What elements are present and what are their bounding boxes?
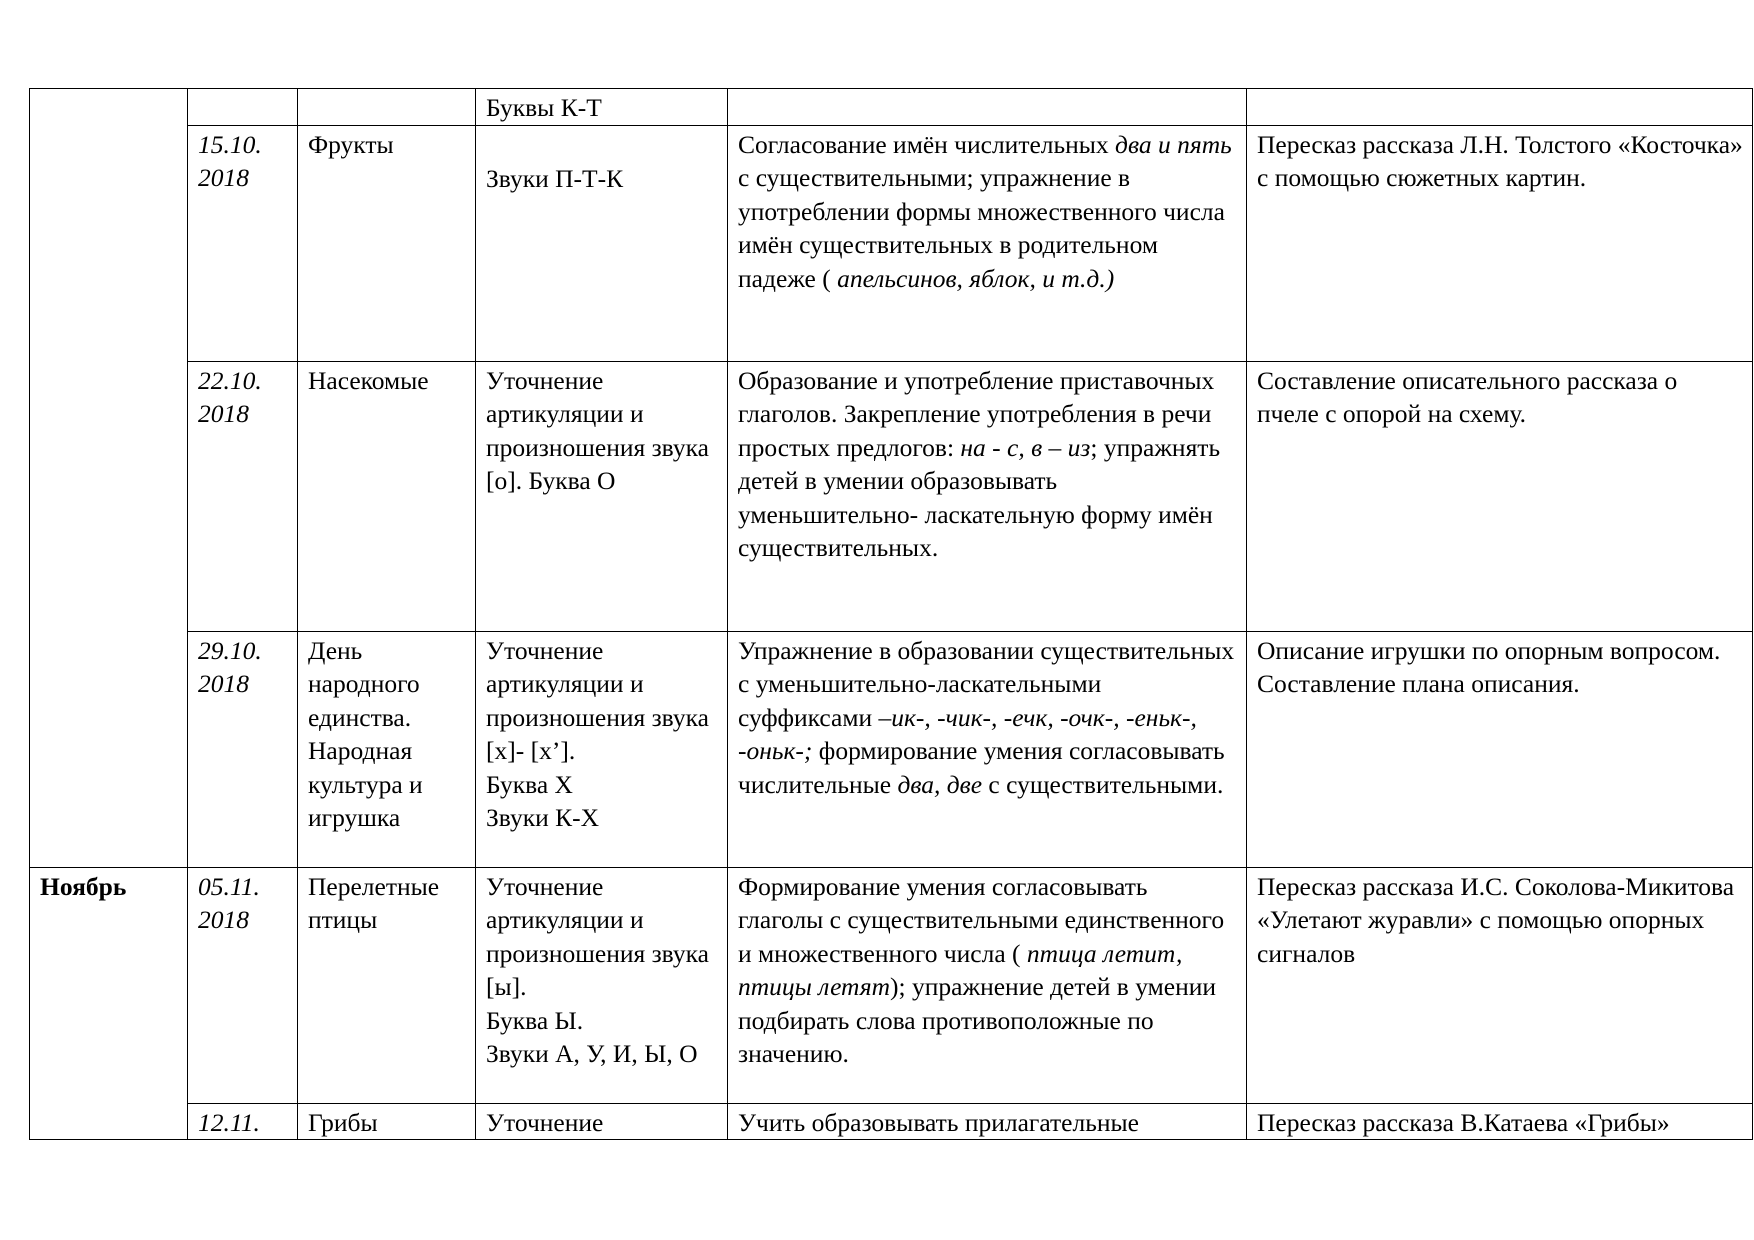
- speech-cell: [1247, 361, 1753, 631]
- topic-cell: [298, 1103, 476, 1139]
- sounds-cell: [476, 631, 728, 867]
- sounds-text: Уточнение: [486, 1107, 604, 1137]
- month-label: Ноябрь: [40, 871, 127, 901]
- sounds-text: Уточнение артикуляции и произношения звука [о]. Буква О: [486, 365, 709, 495]
- speech-text: Пересказ рассказа Л.Н. Толстого «Косточка» с помощью сюжетных картин.: [1257, 129, 1743, 192]
- date-cell: [188, 1103, 298, 1139]
- grammar-example-italic: апельсинов, яблок, и т.д.): [837, 263, 1115, 293]
- speech-cell: [1247, 1103, 1753, 1139]
- grammar-segment: с существительными.: [982, 769, 1224, 799]
- speech-cell: [1247, 867, 1753, 1103]
- topic-text: Грибы: [308, 1107, 378, 1137]
- date-text: 15.10. 2018: [198, 129, 262, 192]
- grammar-text: [738, 366, 1220, 563]
- speech-cell: [1247, 89, 1753, 126]
- grammar-segment: Образование и употребление приставочных глаголов. Закрепление употребления в речи простых предлогов:: [738, 365, 1215, 462]
- topic-cell: [298, 361, 476, 631]
- topic-cell: [298, 867, 476, 1103]
- sounds-text: Буквы К-Т: [486, 93, 602, 122]
- sounds-text: Уточнение артикуляции и произношения звука [ы]. Буква Ы. Звуки А, У, И, Ы, О: [486, 871, 709, 1068]
- sounds-cell: [476, 125, 728, 361]
- grammar-segment: формирование умения согласовывать числительные: [738, 736, 1225, 799]
- grammar-segment: с существительными; упражнение в употреблении формы множественного числа имён существительных в родительном падеже (: [738, 163, 1225, 293]
- topic-cell: [298, 89, 476, 126]
- grammar-segment: Учить образовывать прилагательные: [738, 1107, 1139, 1137]
- grammar-example-italic: два, две: [897, 769, 983, 799]
- topic-text: Фрукты: [308, 129, 394, 159]
- sounds-text: Уточнение артикуляции и произношения звука [х]- [х’]. Буква Х Звуки К-Х: [486, 635, 709, 832]
- lesson-plan-table: [29, 88, 1753, 1140]
- grammar-cell: [728, 1103, 1247, 1139]
- grammar-text: [738, 636, 1234, 799]
- speech-cell: [1247, 631, 1753, 867]
- topic-text: Насекомые: [308, 365, 429, 395]
- month-cell: [30, 89, 188, 868]
- date-text: 29.10. 2018: [198, 635, 262, 698]
- topic-text: Перелетные птицы: [308, 871, 440, 934]
- grammar-segment: ; упражнять детей в умении образовывать уменьшительно- ласкательную форму имён существительных.: [738, 432, 1221, 562]
- grammar-cell: [728, 867, 1247, 1103]
- sounds-cell: [476, 89, 728, 126]
- speech-text: Пересказ рассказа И.С. Соколова-Микитова «Улетают журавли» с помощью опорных сигналов: [1257, 871, 1735, 968]
- grammar-cell: [728, 631, 1247, 867]
- speech-cell: [1247, 125, 1753, 361]
- topic-cell: [298, 631, 476, 867]
- table-row: [30, 867, 1753, 1103]
- grammar-cell: [728, 89, 1247, 126]
- grammar-cell: [728, 361, 1247, 631]
- sounds-cell: [476, 1103, 728, 1139]
- sounds-text: Звуки П-Т-К: [486, 163, 624, 193]
- grammar-segment: Упражнение в образовании существительных с уменьшительно-ласкательными суффиксами: [738, 635, 1235, 732]
- topic-text: День народного единства. Народная культура и игрушка: [308, 635, 423, 832]
- table-row: [30, 631, 1753, 867]
- sounds-cell: [476, 867, 728, 1103]
- date-cell: [188, 125, 298, 361]
- grammar-example-italic: на - с, в – из: [960, 432, 1091, 462]
- grammar-segment: ); упражнение детей в умении подбирать слова противоположные по значению.: [738, 972, 1217, 1068]
- grammar-text: [738, 872, 1224, 1069]
- grammar-example-italic: –ик-, -чик-, -ечк, -очк-, -еньк-, -оньк-;: [738, 702, 1197, 765]
- grammar-segment: Формирование умения согласовывать глаголы с существительными единственного и множественного числа (: [738, 871, 1225, 968]
- grammar-example-italic: два и пять: [1115, 129, 1232, 159]
- date-cell: [188, 361, 298, 631]
- date-text: 12.11.: [198, 1107, 260, 1137]
- table-row: [30, 1103, 1753, 1139]
- date-text: 22.10. 2018: [198, 365, 262, 428]
- grammar-cell: [728, 125, 1247, 361]
- table-row: [30, 89, 1753, 126]
- date-cell: [188, 89, 298, 126]
- date-text: 05.11. 2018: [198, 871, 260, 934]
- table-row: [30, 125, 1753, 361]
- grammar-text: [738, 130, 1232, 293]
- table-row: [30, 361, 1753, 631]
- grammar-segment: Согласование имён числительных: [738, 129, 1116, 159]
- date-cell: [188, 867, 298, 1103]
- topic-cell: [298, 125, 476, 361]
- grammar-text: [738, 1108, 1139, 1137]
- month-cell: [30, 867, 188, 1139]
- speech-text: Пересказ рассказа В.Катаева «Грибы»: [1257, 1107, 1670, 1137]
- date-cell: [188, 631, 298, 867]
- speech-text: Описание игрушки по опорным вопросом. Составление плана описания.: [1257, 635, 1721, 698]
- speech-text: Составление описательного рассказа о пчеле с опорой на схему.: [1257, 365, 1678, 428]
- sounds-cell: [476, 361, 728, 631]
- grammar-example-italic: птица летит, птицы летят: [738, 938, 1183, 1001]
